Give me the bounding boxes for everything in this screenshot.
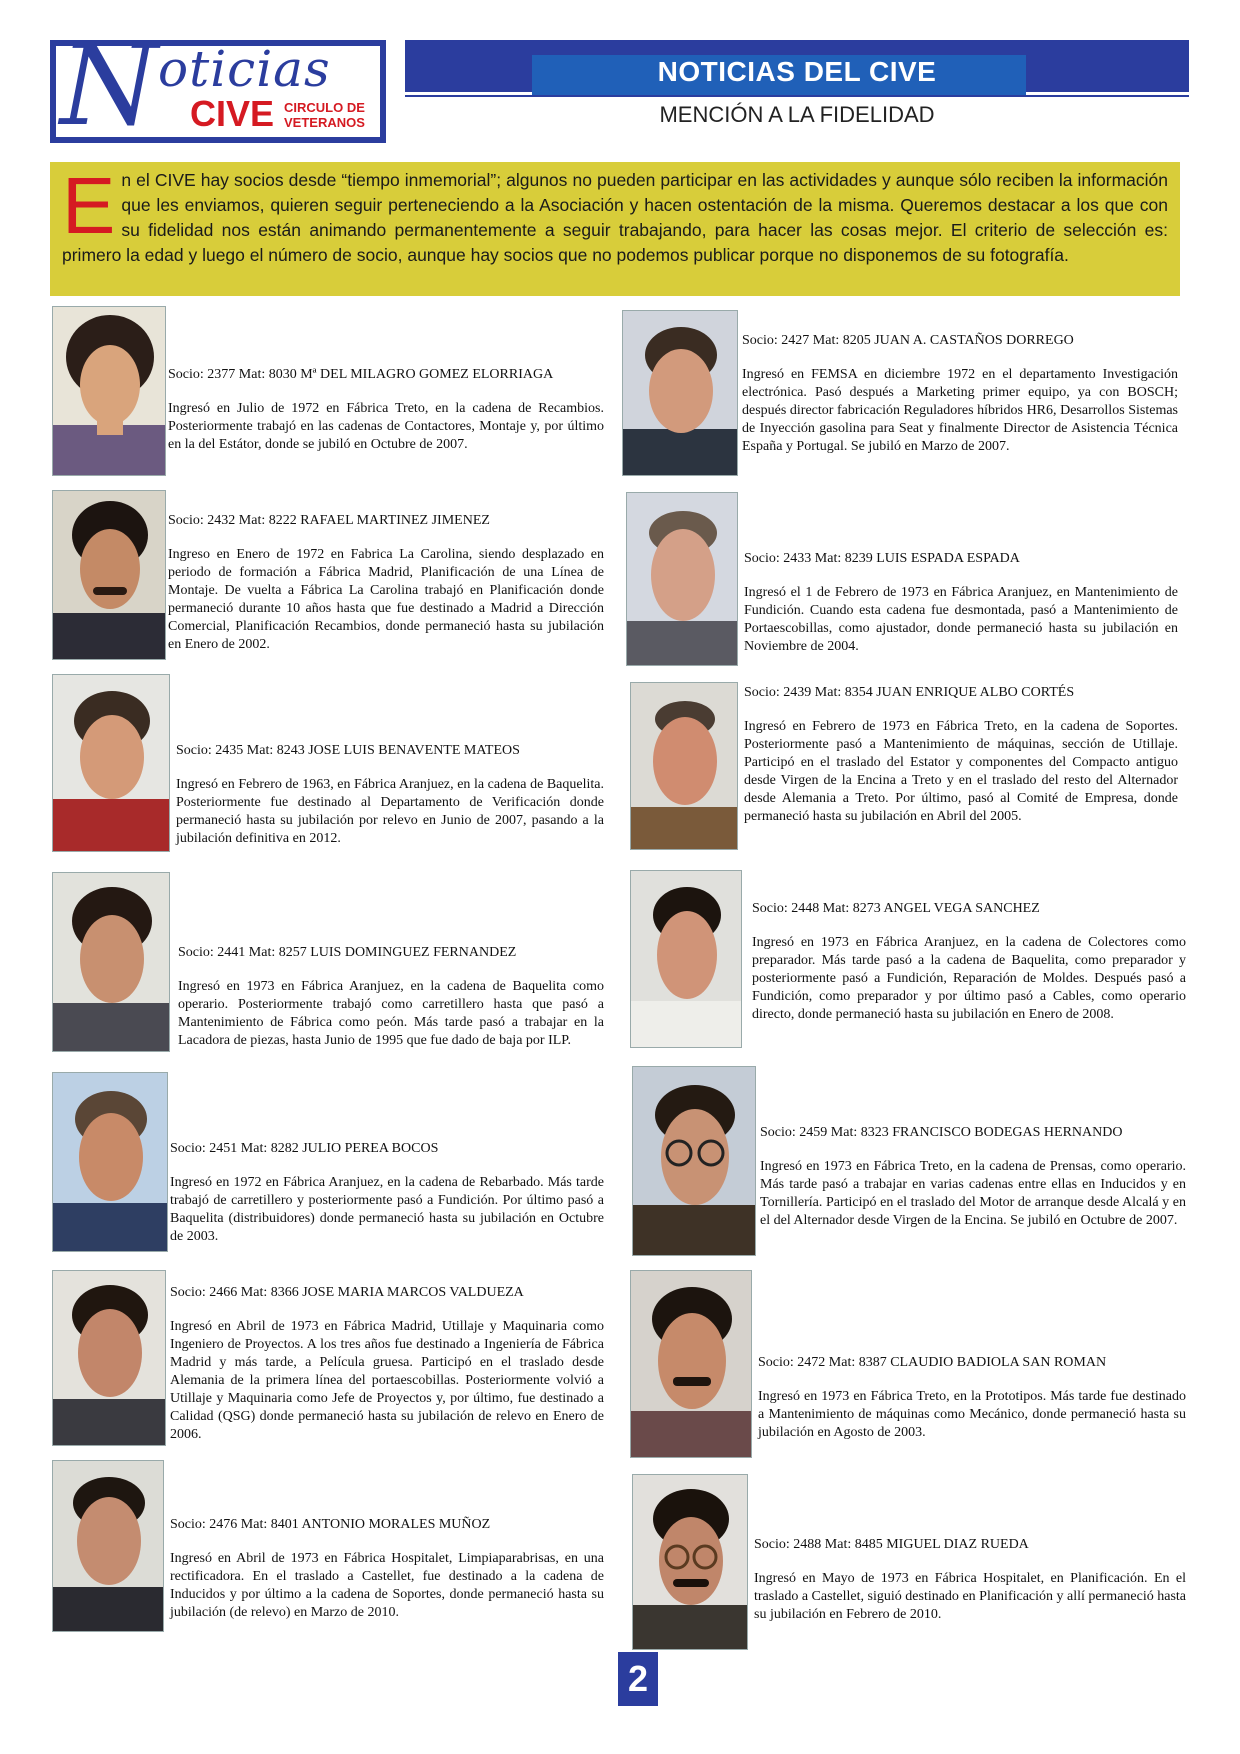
member-header: Socio: 2435 Mat: 8243 JOSE LUIS BENAVENTE MATEOS: [176, 743, 520, 758]
member-entry: [760, 1124, 1186, 1230]
member-entry: [170, 1140, 604, 1246]
member-header: Socio: 2451 Mat: 8282 JULIO PEREA BOCOS: [170, 1141, 439, 1156]
member-photo: [52, 872, 170, 1052]
member-entry: [758, 1354, 1186, 1442]
page-number: 2: [618, 1652, 658, 1706]
member-entry: [168, 512, 604, 654]
section-divider: [405, 95, 1189, 97]
member-bio: Ingresó en Mayo de 1973 en Fábrica Hospitalet, en Planificación. En el traslado a Castellet, siguió destinado en Planificación y allí permaneció hasta su jubilación en Febrero de 2010.: [754, 1571, 1186, 1622]
member-header: Socio: 2472 Mat: 8387 CLAUDIO BADIOLA SAN ROMAN: [758, 1355, 1107, 1370]
logo-subtitle: [284, 100, 365, 130]
member-bio: Ingresó en 1973 en Fábrica Aranjuez, en la cadena de Colectores como preparador. Más tarde pasó a la cadena de Baquelita, como preparador y posteriormente pasó a Fundición, Reparación de Moldes. Después pasó a Fundición, como preparador y por último pasó a Cables, como operario directo, donde permaneció hasta su jubilación en Enero de 2008.: [752, 935, 1186, 1022]
member-photo: [52, 490, 166, 660]
logo-initial: N: [60, 40, 158, 143]
member-bio: Ingresó en Julio de 1972 en Fábrica Treto, en la cadena de Recambios. Posteriormente trabajó en las cadenas de Contactores, Montaje y, por último en la del Estátor, donde se jubiló en Octubre de 2007.: [168, 401, 604, 452]
member-photo: [630, 1270, 752, 1458]
member-bio: Ingresó en 1973 en Fábrica Treto, en la Prototipos. Más tarde fue destinado a Mantenimiento de máquinas como Mecánico, donde permaneció hasta su jubilación en Agosto de 2003.: [758, 1389, 1186, 1440]
member-header: Socio: 2433 Mat: 8239 LUIS ESPADA ESPADA: [744, 551, 1020, 566]
member-bio: Ingresó en Febrero de 1973 en Fábrica Treto, en la cadena de Soportes. Posteriormente pasó a Mantenimiento de máquinas, sección de Utillaje. Participó en el traslado del Estator y componentes del Compacto antiguo desde Virgen de la Encina a Treto y en el traslado del resto del Alternador desde Alemania a Treto. Por último, pasó al Comité de Empresa, donde permaneció hasta su jubilación en Abril del 2005.: [744, 719, 1178, 824]
logo-cive: CIVE: [190, 93, 275, 134]
member-header: Socio: 2427 Mat: 8205 JUAN A. CASTAÑOS DORREGO: [742, 333, 1074, 348]
member-entry: [744, 684, 1178, 826]
member-photo: [52, 1460, 164, 1632]
member-header: Socio: 2466 Mat: 8366 JOSE MARIA MARCOS VALDUEZA: [170, 1285, 524, 1300]
member-entry: [170, 1516, 604, 1622]
member-bio: Ingresó en Abril de 1973 en Fábrica Madrid, Utillaje y Maquinaria como Ingeniero de Proyectos. A los tres años fue destinado a Ingeniería de Fábrica Madrid y más tarde, a Película gruesa. Participó en el traslado desde Alemania de la primera línea del portaescobillas. Posteriormente volvió a Utillaje y Maquinaria como Jefe de Proyectos y, por último, fue destinado a Calidad (QSG) donde permaneció hasta su jubilación de relevo en Enero de 2006.: [170, 1319, 604, 1442]
intro-drop-cap: E: [62, 161, 116, 250]
section-subtitle: MENCIÓN A LA FIDELIDAD: [659, 102, 935, 127]
member-entry: [744, 550, 1178, 656]
section-title: NOTICIAS DEL CIVE: [657, 56, 937, 87]
member-header: Socio: 2439 Mat: 8354 JUAN ENRIQUE ALBO CORTÉS: [744, 685, 1075, 700]
member-entry: [752, 900, 1186, 1024]
intro-box: [50, 162, 1180, 296]
member-entry: [178, 944, 604, 1050]
member-header: Socio: 2459 Mat: 8323 FRANCISCO BODEGAS HERNANDO: [760, 1125, 1123, 1140]
member-entry: [170, 1284, 604, 1444]
member-entry: [742, 332, 1178, 456]
member-bio: Ingresó en FEMSA en diciembre 1972 en el departamento Investigación electrónica. Pasó después a Marketing primer equipo, ya con BOSCH; después director fabricación Reguladores híbridos HR6, Desarrollos Sistemas de Inyección gasolina para Seat y finalmente Director de Asistencia Técnica España y Portugal. Se jubiló en Marzo de 2007.: [742, 367, 1178, 454]
member-header: Socio: 2448 Mat: 8273 ANGEL VEGA SANCHEZ: [752, 901, 1040, 916]
noticias-cive-logo: [50, 40, 386, 143]
member-photo: [630, 870, 742, 1048]
member-header: Socio: 2488 Mat: 8485 MIGUEL DIAZ RUEDA: [754, 1537, 1029, 1552]
member-entry: [754, 1536, 1186, 1624]
member-header: Socio: 2432 Mat: 8222 RAFAEL MARTINEZ JIMENEZ: [168, 513, 490, 528]
member-bio: Ingreso en Enero de 1972 en Fabrica La Carolina, siendo desplazado en periodo de formación a Fábrica Madrid, Planificación de una Línea de Montaje. De vuelta a Fábrica La Carolina trabajó en Planificación donde permaneció durante 10 años hasta que fue destinado a Madrid a Dirección Comercial, Planificación Recambios, donde permaneció hasta su jubilación en Enero de 2002.: [168, 547, 604, 652]
member-photo: [52, 674, 170, 852]
member-bio: Ingresó en 1973 en Fábrica Aranjuez, en la cadena de Baquelita como operario. Posteriormente trabajó como carretillero hasta que pasó a Mantenimiento de Fábrica como peón. Más tarde pasó a trabajar en la Lacadora de piezas, hasta Junio de 1995 que fue dado de baja por ILP.: [178, 979, 604, 1048]
member-entry: [176, 742, 604, 848]
member-photo: [622, 310, 738, 476]
logo-word: oticias: [158, 40, 331, 98]
member-header: Socio: 2441 Mat: 8257 LUIS DOMINGUEZ FERNANDEZ: [178, 945, 517, 960]
member-entry: [168, 366, 604, 454]
member-bio: Ingresó en 1973 en Fábrica Treto, en la cadena de Prensas, como operario. Más tarde pasó a trabajar en varias cadenas entre ellas en Inducidos y en Tornillería. Participó en el traslado del Motor de arranque desde Alcalá y en el del Alternador desde Virgen de la Encina. Se jubiló en Octubre de 2007.: [760, 1159, 1186, 1228]
logo-subtitle-line1: CIRCULO DE: [284, 100, 365, 115]
member-photo: [632, 1066, 756, 1256]
member-photo: [52, 1270, 166, 1446]
member-photo: [626, 492, 738, 666]
member-bio: Ingresó el 1 de Febrero de 1973 en Fábrica Aranjuez, en Mantenimiento de Fundición. Cuando esta cadena fue desmontada, pasó a Mantenimiento de Portaescobillas, como ajustador, donde permaneció hasta su jubilación en Noviembre de 2004.: [744, 585, 1178, 654]
member-bio: Ingresó en Abril de 1973 en Fábrica Hospitalet, Limpiaparabrisas, en una rectificadora. En el traslado a Castellet, fue destinado a la cadena de Inducidos y por último a la cadena de Soportes, donde permaneció hasta su jubilación (de relevo) en Marzo de 2010.: [170, 1551, 604, 1620]
member-bio: Ingresó en 1972 en Fábrica Aranjuez, en la cadena de Rebarbado. Más tarde trabajó de carretillero y posteriormente pasó a Fundición. Por último pasó a Baquelita (distribuidores) donde permaneció hasta su jubilación en Octubre de 2003.: [170, 1175, 604, 1244]
member-header: Socio: 2476 Mat: 8401 ANTONIO MORALES MUÑOZ: [170, 1517, 491, 1532]
member-bio: Ingresó en Febrero de 1963, en Fábrica Aranjuez, en la cadena de Baquelita. Posteriormente fue destinado al Departamento de Verificación donde permaneció hasta su jubilación por relevo en Junio de 2007, pasando a la jubilación definitiva en 2012.: [176, 777, 604, 846]
member-photo: [52, 1072, 168, 1252]
member-header: Socio: 2377 Mat: 8030 Mª DEL MILAGRO GOMEZ ELORRIAGA: [168, 367, 554, 382]
member-photo: [52, 306, 166, 476]
member-photo: [632, 1474, 748, 1650]
logo-subtitle-line2: VETERANOS: [284, 115, 365, 130]
intro-text: n el CIVE hay socios desde “tiempo inmemorial”; algunos no pueden participar en las actividades y aunque sólo reciben la información que les enviamos, quieren seguir perteneciendo a la Asociación y hacen ostentación de la misma. Queremos destacar a los que con su fidelidad nos están animando permanentemente a seguir trabajando, para hacer las cosas mejor. El criterio de selección es: primero la edad y luego el número de socio, aunque hay socios que no podemos publicar porque no disponemos de su fotografía.: [62, 170, 1168, 265]
member-photo: [630, 682, 738, 850]
